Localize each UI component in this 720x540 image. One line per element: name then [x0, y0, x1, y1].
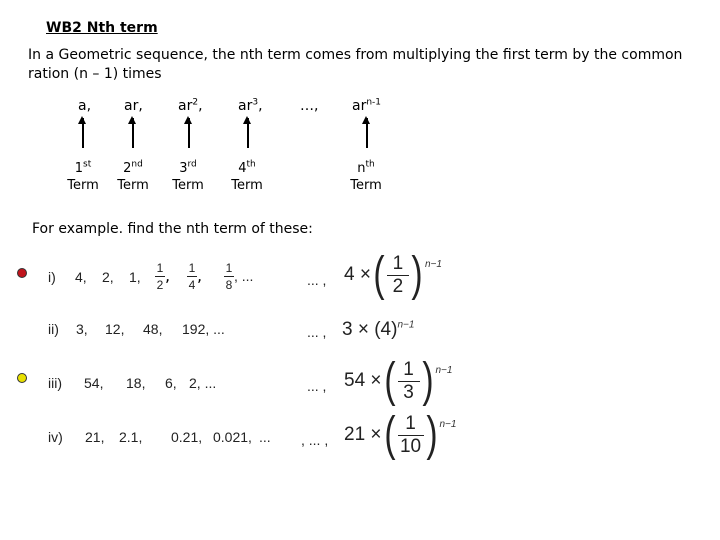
label-3rd-term: 3rd Term [172, 159, 204, 193]
nth-term-answer: 21 × ( 1 10 ) n−1 [344, 408, 457, 461]
fraction-term: $\frac{1}{8}$ , ... [225, 261, 254, 292]
problem-label: iv) [48, 429, 63, 445]
sequence-term: 2.1, [119, 429, 143, 445]
term-3: $ar^2$, [178, 97, 203, 114]
continuation-dots: ... , [307, 378, 327, 394]
nth-term-answer: 4 × ( 1 2 ) n−1 [344, 248, 442, 301]
sequence-term: 3, [76, 321, 88, 337]
arrow-up-icon [188, 118, 190, 148]
sequence-term: 6, [165, 375, 177, 391]
continuation-dots: ... , [307, 324, 327, 340]
term-2: ar, [124, 98, 143, 114]
nth-term-answer: $3 \times (4)^{n-1}$ [342, 319, 415, 340]
sequence-term: 192, ... [182, 321, 225, 337]
arrow-up-icon [366, 118, 368, 148]
sequence-term: 18, [126, 375, 146, 391]
sequence-term: 21, [85, 429, 105, 445]
term-1: a, [78, 98, 92, 114]
fraction-term: $\frac{1}{4}$ , [188, 261, 203, 292]
arrow-up-icon [247, 118, 249, 148]
term-ellipsis: …, [300, 98, 319, 114]
sequence-term: 4, [75, 269, 87, 285]
red-bullet-icon [17, 268, 27, 278]
fraction-term: $\frac{1}{2}$ , [156, 261, 171, 292]
arrow-up-icon [132, 118, 134, 148]
sequence-term: 1, [129, 269, 141, 285]
sequence-term: 48, [143, 321, 163, 337]
sequence-term: 12, [105, 321, 125, 337]
term-nth: $ar^{n-1}$ [352, 97, 382, 114]
label-1st-term: 1st Term [67, 159, 99, 193]
label-4th-term: 4th Term [231, 159, 263, 193]
label-2nd-term: 2nd Term [117, 159, 149, 193]
arrow-up-icon [82, 118, 84, 148]
problem-label: iii) [48, 375, 62, 391]
continuation-dots: , ... , [301, 432, 329, 448]
term-4: $ar^3$, [238, 97, 263, 114]
problem-label: ii) [48, 321, 59, 337]
sequence-term: 0.21, [171, 429, 203, 445]
yellow-bullet-icon [17, 373, 27, 383]
sequence-term: 2, ... [189, 375, 217, 391]
sequence-term: ... [259, 429, 271, 445]
continuation-dots: ... , [307, 272, 327, 288]
sequence-term: 0.021, [213, 429, 252, 445]
nth-term-answer: 54 × ( 1 3 ) n−1 [344, 354, 453, 407]
sequence-term: 2, [102, 269, 114, 285]
label-nth-term: $n^{th}$ Term [350, 159, 382, 193]
example-prompt: For example. find the nth term of these: [32, 221, 313, 237]
problem-label: i) [48, 269, 56, 285]
sequence-term: 54, [84, 375, 104, 391]
page-title: WB2 Nth term [46, 20, 158, 36]
intro-text: In a Geometric sequence, the nth term comes from multiplying the first term by the common ration (n – 1) times [28, 47, 683, 82]
